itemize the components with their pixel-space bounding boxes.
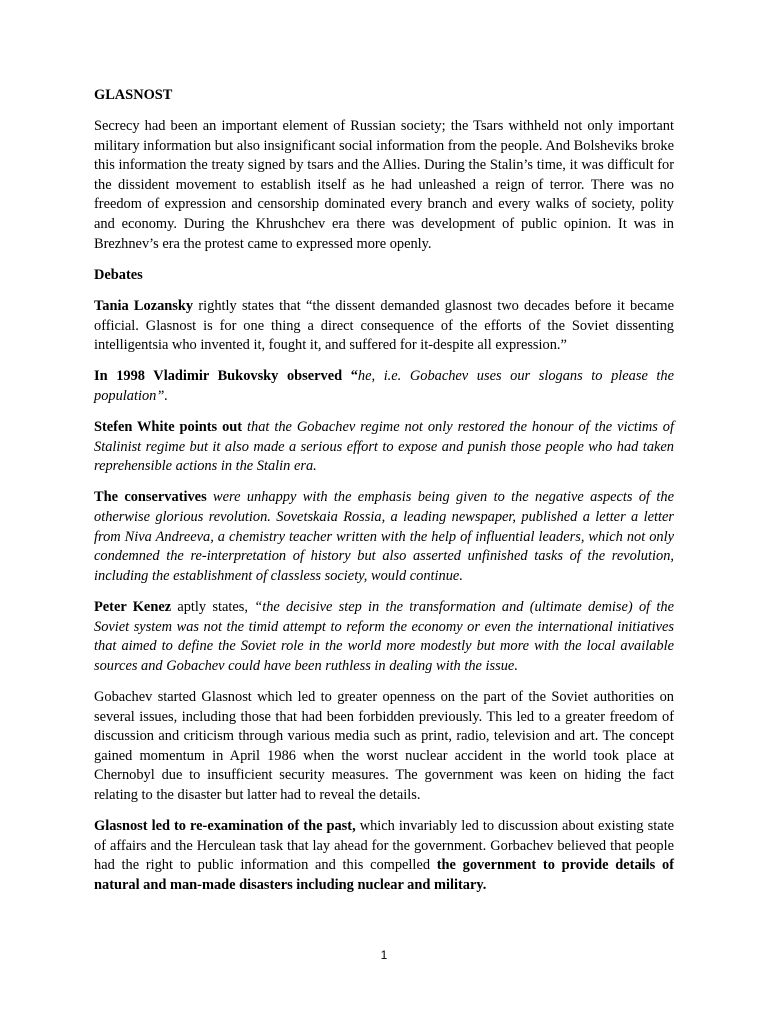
- quote-text: “the decisive step in the transformation and (ultimate demise) of the Soviet system was not the timid attempt to reform the economy or even the international initiatives that aimed to define the Soviet role in the world more modestly but more with the local available sources and Gobachev could have been ruthless in dealing with the issue.: [94, 599, 674, 674]
- paragraph-intro: Secrecy had been an important element of Russian society; the Tsars withheld not only important military information but also insignificant social information from the people. And Bolsheviks broke this information the treaty signed by tsars and the Allies. During the Stalin’s time, it was difficult for the dissident movement to establish itself as he had unleashed a reign of terror. There was no freedom of expression and censorship dominated every branch and every walks of society, polity and economy. During the Khrushchev era there was development of public opinion. It was in Brezhnev’s era the protest came to expressed more openly.: [94, 117, 674, 252]
- section-heading-debates: Debates: [94, 266, 143, 283]
- paragraph-peter-kenez: Peter Kenez aptly states, “the decisive step in the transformation and (ultimate demise) of the Soviet system was not the timid attempt to reform the economy or even the international initiatives that aimed to define the Soviet role in the world more modestly but more with the local available sources and Gobachev could have been ruthless in dealing with the issue.: [94, 599, 674, 674]
- page-number: 1: [380, 948, 388, 962]
- author-name: In 1998 Vladimir Bukovsky observed “: [94, 368, 358, 385]
- paragraph-tania-lozansky: Tania Lozansky rightly states that “the dissent demanded glasnost two decades before it became official. Glasnost is for one thing a direct consequence of the efforts of the Soviet dissenting intelligentsia who invented it, fought it, and suffered for it-despite all expression.”: [94, 297, 674, 354]
- author-name: Tania Lozansky: [94, 297, 194, 314]
- subject-name: The conservatives: [94, 489, 207, 506]
- document-title: GLASNOST: [94, 87, 173, 103]
- quote-text: that the Gobachev regime not only restored the honour of the victims of Stalinist regime but it also made a serious effort to expose and punish those people who had taken reprehensible actions in the Stalin era.: [94, 419, 674, 475]
- paragraph-re-examination: Glasnost led to re-examination of the past, which invariably led to discussion about existing state of affairs and the Herculean task that lay ahead for the government. Gorbachev believed that people had the right to public information and this compelled the government to provide details of natural and man-made disasters including nuclear and military.: [94, 818, 674, 893]
- paragraph-stefen-white: [94, 418, 674, 477]
- paragraph-conservatives: [94, 488, 674, 586]
- paragraph-gobachev-glasnost: Gobachev started Glasnost which led to greater openness on the part of the Soviet authorities on several issues, including those that had been forbidden previously. This led to a greater freedom of discussion and criticism through various media such as print, radio, television and art. The concept gained momentum in April 1986 when the worst nuclear accident in the world took place at Chernobyl due to insufficient security measures. The government was keen on hiding the fact relating to the disaster but latter had to reveal the details.: [94, 688, 674, 803]
- document-body: [94, 86, 674, 907]
- author-name: Stefen White points out: [94, 419, 243, 436]
- quote-text: he, i.e. Gobachev uses our slogans to please the population”.: [94, 368, 675, 404]
- paragraph-bukovsky: [94, 367, 674, 406]
- author-name: Peter Kenez: [94, 599, 172, 616]
- quote-text: were unhappy with the emphasis being given to the negative aspects of the otherwise glorious revolution. Sovetskaia Rossia, a leading newspaper, published a letter a letter from Niva Andreeva, a chemistry teacher written with the help of influential leaders, which not only condemned the re-interpretation of history but also asserted unfinished tasks of the revolution, including the establishment of classless society, would continue.: [94, 489, 674, 584]
